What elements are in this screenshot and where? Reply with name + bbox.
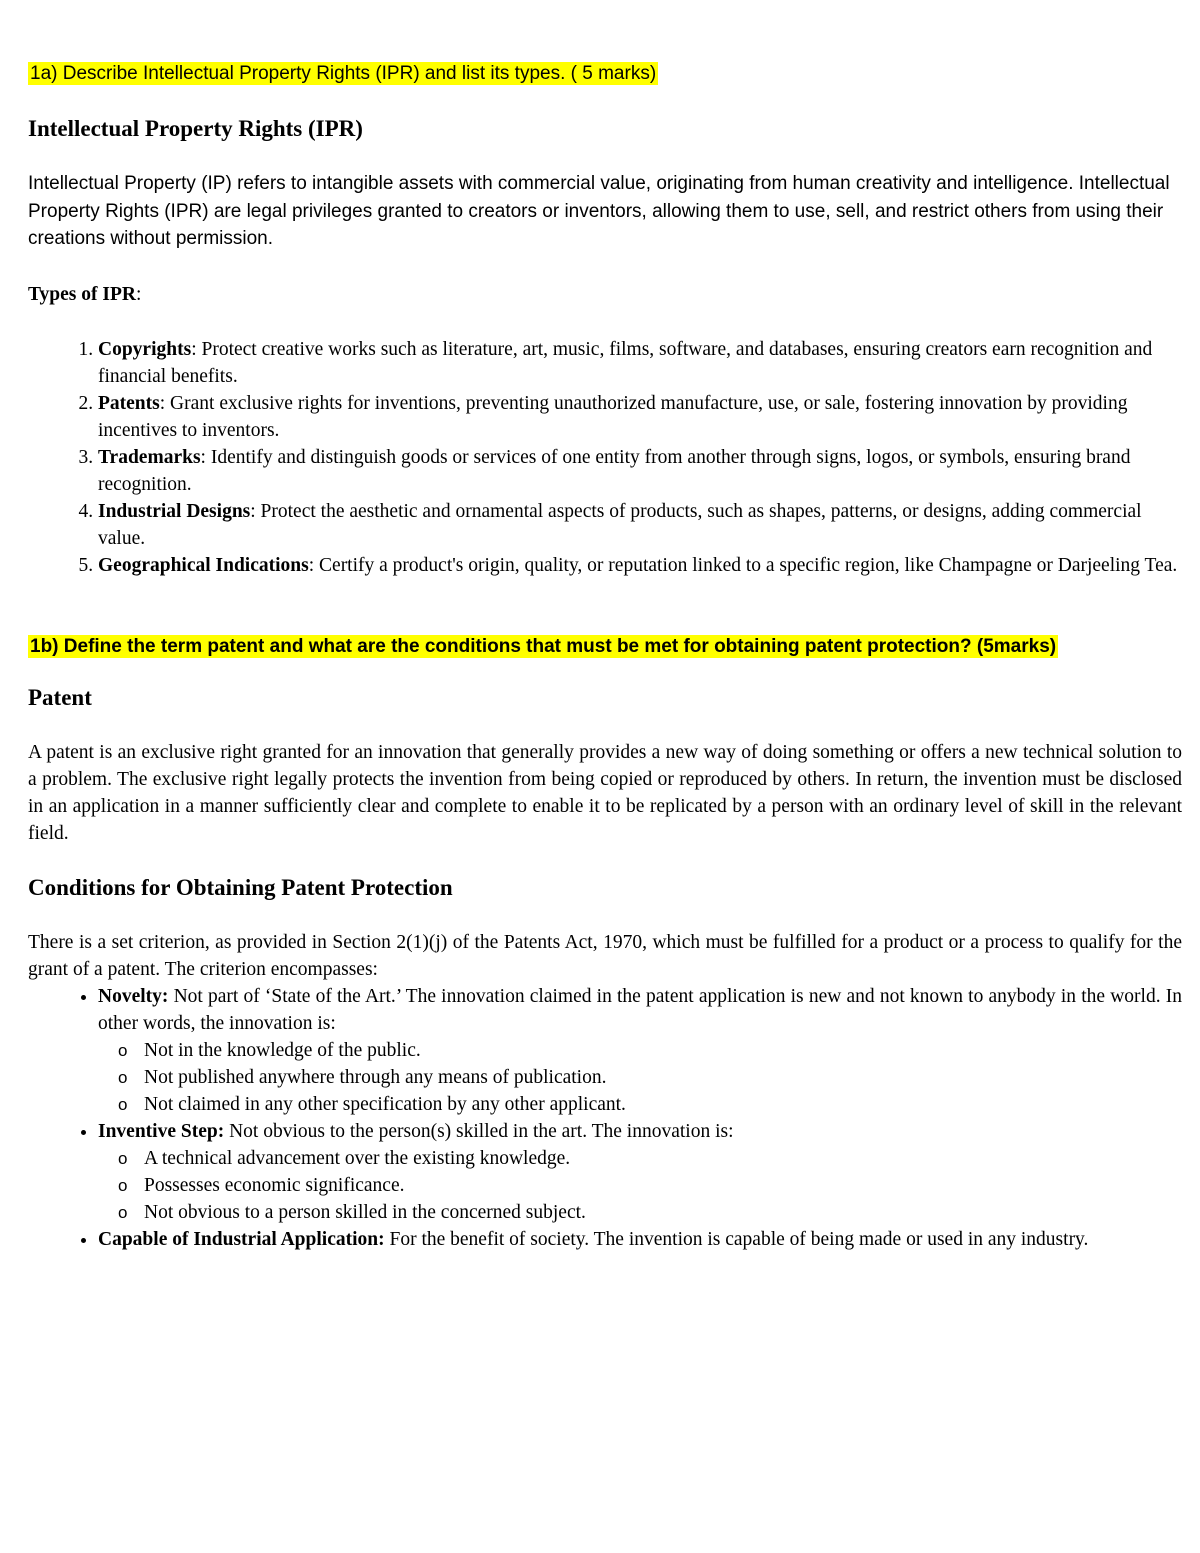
sub-list-item: o Not published anywhere through any means of publication. — [144, 1064, 1182, 1091]
sub-bullet-icon: o — [118, 1148, 128, 1168]
sub-bullet-icon: o — [118, 1094, 128, 1114]
list-item — [98, 336, 1182, 390]
type-term: Geographical Indications — [98, 554, 309, 576]
type-term: Trademarks — [98, 446, 201, 468]
type-desc: : Protect creative works such as literature, art, music, films, software, and databases, ensuring creators earn recognition and financial benefits. — [98, 338, 1153, 387]
condition-desc: Not obvious to the person(s) skilled in the art. The innovation is: — [224, 1120, 734, 1142]
sub-bullet-icon: o — [118, 1175, 128, 1195]
condition-desc: For the benefit of society. The invention is capable of being made or used in any industry. — [384, 1228, 1089, 1250]
list-item — [98, 444, 1182, 498]
list-item — [98, 498, 1182, 552]
sub-list — [98, 1145, 1182, 1226]
sub-list-item: o Not in the knowledge of the public. — [144, 1037, 1182, 1064]
condition-desc: Not part of ‘State of the Art.’ The innovation claimed in the patent application is new and not known to anybody in the world. In other words, the innovation is: — [98, 985, 1182, 1034]
sub-bullet-icon: o — [118, 1202, 128, 1222]
sub-bullet-icon: o — [118, 1067, 128, 1087]
condition-term: Inventive Step: — [98, 1120, 225, 1142]
sub-bullet-icon: o — [118, 1040, 128, 1060]
types-of-ipr-label: Types of IPR: — [28, 283, 142, 305]
ipr-paragraph: Intellectual Property (IP) refers to intangible assets with commercial value, originating from human creativity and intelligence. Intellectual Property Rights (IPR) are legal privileges granted to creators or inventors, allowing them to use, sell, and restrict others from using their creations without permission. — [28, 173, 1170, 249]
sub-list — [98, 1037, 1182, 1118]
patent-paragraph: A patent is an exclusive right granted for an innovation that generally provides a new way of doing something or offers a new technical solution to a problem. The exclusive right legally protects the invention from being copied or reproduced by others. In return, the invention must be disclosed in an application in a manner sufficiently clear and complete to enable it to be replicated by a person with an ordinary level of skill in the relevant field. — [28, 741, 1182, 844]
sub-list-item: o Possesses economic significance. — [144, 1172, 1182, 1199]
type-desc: : Protect the aesthetic and ornamental aspects of products, such as shapes, patterns, or designs, adding commercial value. — [98, 500, 1142, 549]
conditions-intro: There is a set criterion, as provided in Section 2(1)(j) of the Patents Act, 1970, which must be fulfilled for a product or a process to qualify for the grant of a patent. The criterion encompasses: — [28, 931, 1182, 980]
patent-heading: Patent — [28, 684, 92, 710]
list-item — [98, 390, 1182, 444]
question-1b — [28, 633, 1182, 661]
list-item — [98, 1226, 1182, 1253]
question-1b-highlight: 1b) Define the term patent and what are the conditions that must be met for obtaining patent protection? (5marks) — [30, 635, 1057, 657]
spacer — [28, 579, 1182, 633]
list-item — [98, 1118, 1182, 1226]
type-desc: : Grant exclusive rights for inventions, preventing unauthorized manufacture, use, or sale, fostering innovation by providing incentives to inventors. — [98, 392, 1128, 441]
type-term: Industrial Designs — [98, 500, 251, 522]
question-1a — [28, 60, 1182, 88]
condition-term: Novelty: — [98, 985, 169, 1007]
ipr-types-list — [28, 336, 1182, 579]
list-item — [98, 552, 1182, 579]
conditions-heading: Conditions for Obtaining Patent Protection — [28, 874, 453, 900]
question-1a-highlight: 1a) Describe Intellectual Property Rights (IPR) and list its types. ( 5 marks) — [30, 63, 657, 84]
condition-term: Capable of Industrial Application: — [98, 1228, 385, 1250]
type-term: Patents — [98, 392, 160, 414]
sub-list-item: o Not claimed in any other specification by any other applicant. — [144, 1091, 1182, 1118]
list-item — [98, 983, 1182, 1118]
conditions-list — [28, 983, 1182, 1253]
type-desc: : Identify and distinguish goods or services of one entity from another through signs, logos, or symbols, ensuring brand recognition. — [98, 446, 1131, 495]
type-term: Copyrights — [98, 338, 192, 360]
document-page — [28, 60, 1182, 1253]
sub-list-item: o A technical advancement over the existing knowledge. — [144, 1145, 1182, 1172]
ipr-heading: Intellectual Property Rights (IPR) — [28, 116, 363, 141]
sub-list-item: o Not obvious to a person skilled in the concerned subject. — [144, 1199, 1182, 1226]
type-desc: : Certify a product's origin, quality, or reputation linked to a specific region, like Champagne or Darjeeling Tea. — [308, 554, 1178, 576]
